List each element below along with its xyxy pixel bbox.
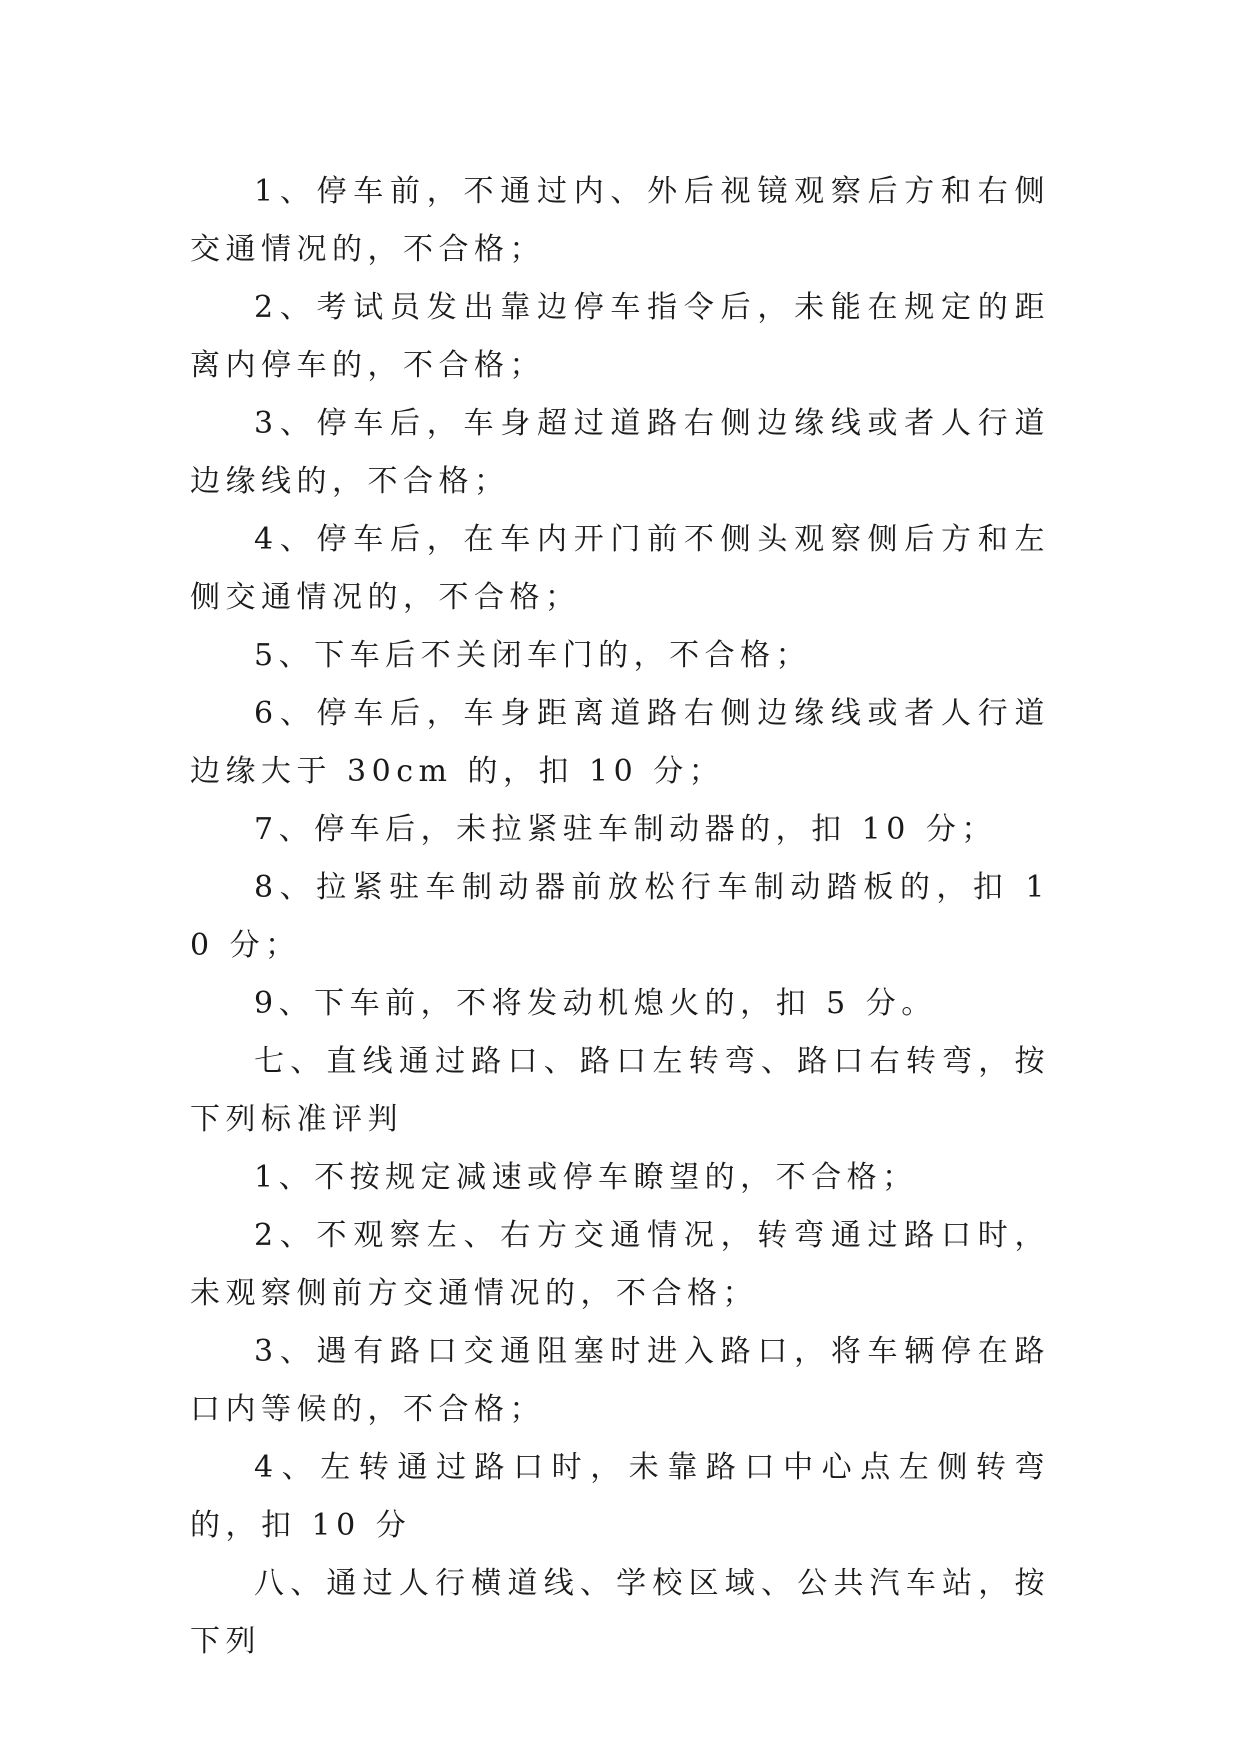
paragraph-parking-7: 7、停车后，未拉紧驻车制动器的，扣 10 分； bbox=[254, 812, 997, 847]
paragraph-parking-3: 3、停车后，车身超过道路右侧边缘线或者人行道边缘线的，不合格； bbox=[190, 406, 1050, 499]
paragraph-parking-8: 8、拉紧驻车制动器前放松行车制动踏板的，扣 10 分； bbox=[190, 870, 1050, 963]
paragraph-intersection-3: 3、遇有路口交通阻塞时进入路口，将车辆停在路口内等候的，不合格； bbox=[190, 1334, 1050, 1427]
paragraph-intersection-1: 1、不按规定减速或停车瞭望的，不合格； bbox=[254, 1160, 918, 1195]
paragraph-intersection-2: 2、不观察左、右方交通情况，转弯通过路口时，未观察侧前方交通情况的，不合格； bbox=[190, 1218, 1050, 1311]
section-heading-intersection: 七、直线通过路口、路口左转弯、路口右转弯，按下列标准评判 bbox=[190, 1044, 1050, 1137]
document-body bbox=[190, 163, 1050, 1671]
paragraph-parking-2: 2、考试员发出靠边停车指令后，未能在规定的距离内停车的，不合格； bbox=[190, 290, 1050, 383]
paragraph-parking-9: 9、下车前，不将发动机熄火的，扣 5 分。 bbox=[254, 986, 937, 1021]
paragraph-parking-5: 5、下车后不关闭车门的，不合格； bbox=[254, 638, 812, 673]
paragraph-intersection-4: 4、左转通过路口时，未靠路口中心点左侧转弯的，扣 10 分 bbox=[190, 1450, 1050, 1543]
paragraph-parking-1: 1、停车前，不通过内、外后视镜观察后方和右侧交通情况的，不合格； bbox=[190, 174, 1050, 267]
paragraph-parking-6: 6、停车后，车身距离道路右侧边缘线或者人行道边缘大于 30cm 的，扣 10 分； bbox=[190, 696, 1050, 789]
paragraph-parking-4: 4、停车后，在车内开门前不侧头观察侧后方和左侧交通情况的，不合格； bbox=[190, 522, 1050, 615]
section-heading-crosswalk: 八、通过人行横道线、学校区域、公共汽车站，按下列 bbox=[190, 1566, 1050, 1659]
